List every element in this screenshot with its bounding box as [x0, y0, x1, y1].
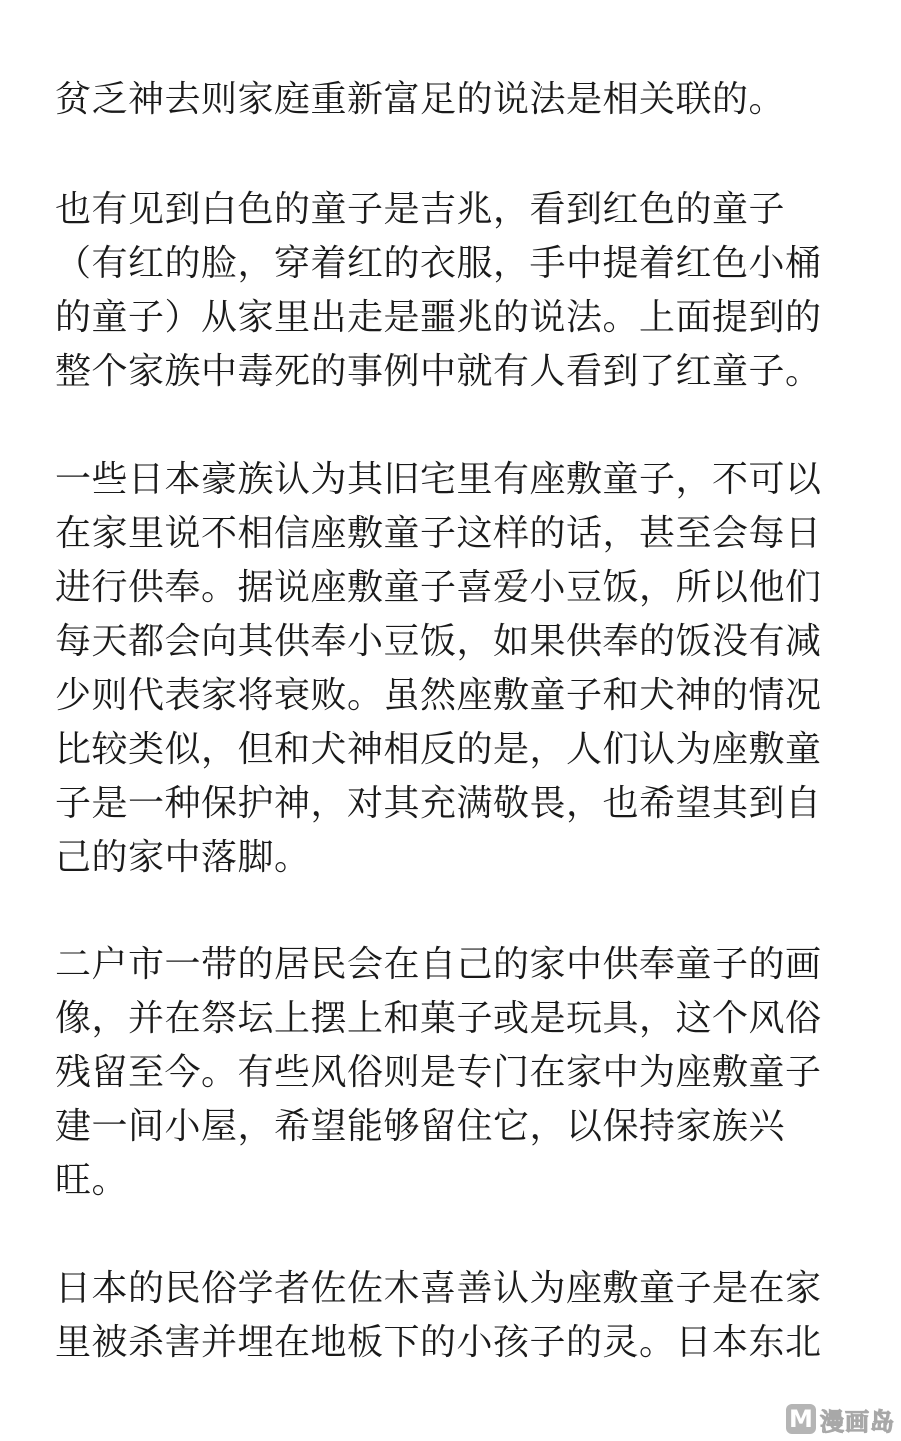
- text-line: 日本的民俗学者佐佐木喜善认为座敷童子是在家: [55, 1268, 822, 1309]
- text-line: 残留至今。有些风俗则是专门在家中为座敷童子: [55, 1052, 822, 1093]
- text-line: 的童子）从家里出走是噩兆的说法。上面提到的: [55, 297, 822, 338]
- text-line: 建一间小屋，希望能够留住它，以保持家族兴: [55, 1106, 786, 1147]
- text-line: 像，并在祭坛上摆上和菓子或是玩具，这个风俗: [55, 998, 822, 1039]
- text-line: 子是一种保护神，对其充满敬畏，也希望其到自: [55, 783, 822, 824]
- text-line: 己的家中落脚。: [55, 837, 311, 878]
- text-line: 在家里说不相信座敷童子这样的话，甚至会每日: [55, 513, 822, 554]
- text-line: 每天都会向其供奉小豆饭，如果供奉的饭没有减: [55, 621, 822, 662]
- watermark-text: 漫画岛: [820, 1407, 895, 1436]
- text-line: 旺。: [55, 1160, 129, 1201]
- text-line: 贫乏神去则家庭重新富足的说法是相关联的。: [55, 79, 786, 120]
- text-line: 少则代表家将衰败。虽然座敷童子和犬神的情况: [55, 675, 822, 716]
- text-line: 一些日本豪族认为其旧宅里有座敷童子，不可以: [55, 459, 822, 500]
- site-watermark: [786, 1401, 895, 1437]
- manhuadao-logo-icon: M: [786, 1404, 816, 1434]
- text-line: 里被杀害并埋在地板下的小孩子的灵。日本东北: [55, 1322, 822, 1363]
- text-line: （有红的脸，穿着红的衣服，手中提着红色小桶: [55, 243, 822, 284]
- text-line: 也有见到白色的童子是吉兆，看到红色的童子: [55, 189, 786, 230]
- text-line: 整个家族中毒死的事例中就有人看到了红童子。: [55, 351, 822, 392]
- text-line: 进行供奉。据说座敷童子喜爱小豆饭，所以他们: [55, 567, 822, 608]
- text-line: 二户市一带的居民会在自己的家中供奉童子的画: [55, 944, 822, 985]
- text-line: 比较类似，但和犬神相反的是，人们认为座敷童: [55, 729, 822, 770]
